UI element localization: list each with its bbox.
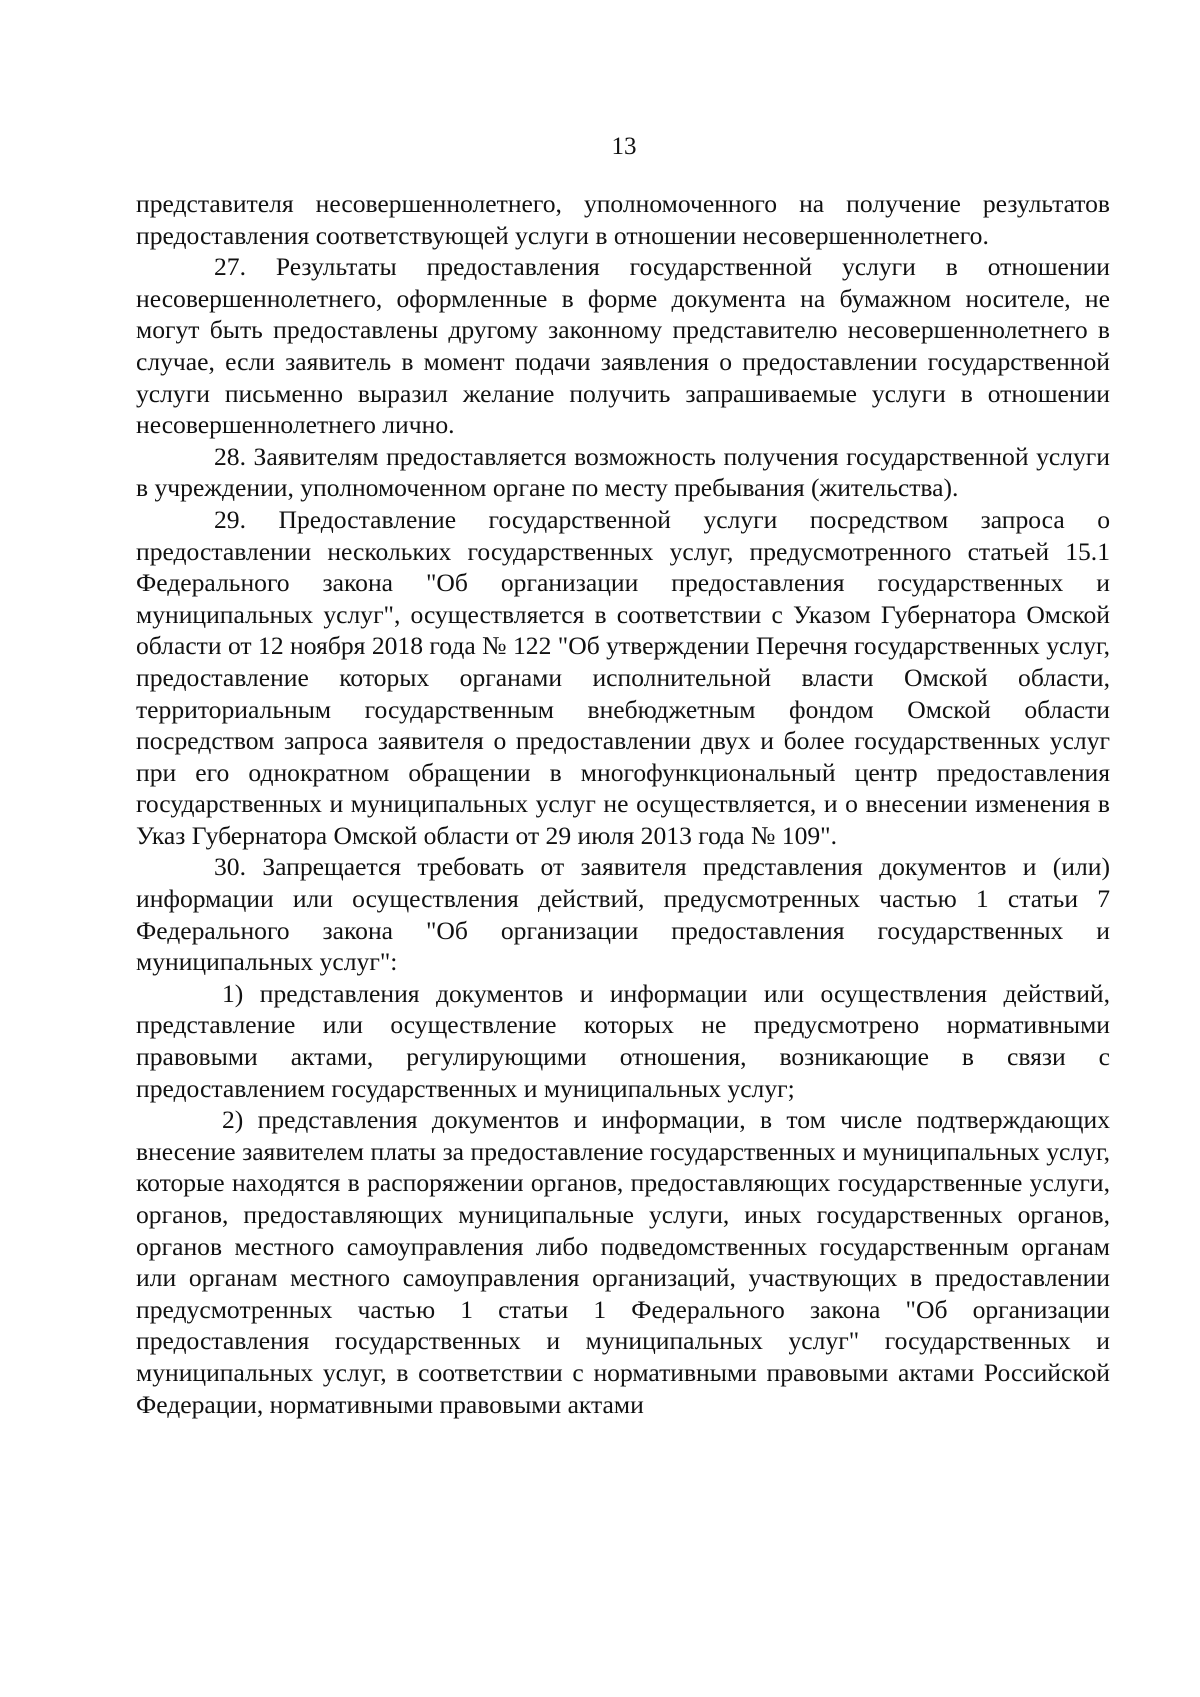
paragraph-29: 29. Предоставление государственной услуги посредством запроса о предоставлении нескольких государственных услуг, предусмотренного статьей 15.1 Федерального закона "Об организации предоставления государственных и муниципальных услуг", осуществляется в соответствии с Указом Губернатора Омской области от 12 ноября 2018 года № 122 "Об утверждении Перечня государственных услуг, предоставление которых органами исполнительной власти Омской области, территориальным государственным внебюджетным фондом Омской области посредством запроса заявителя о предоставлении двух и более государственных услуг при его однократном обращении в многофункциональный центр предоставления государственных и муниципальных услуг не осуществляется, и о внесении изменения в Указ Губернатора Омской области от 29 июля 2013 года № 109". [136, 504, 1110, 850]
paragraph-28: 28. Заявителям предоставляется возможность получения государственной услуги в учреждении, уполномоченном органе по месту пребывания (жительства). [136, 441, 1110, 503]
paragraph-30: 30. Запрещается требовать от заявителя представления документов и (или) информации или осуществления действий, предусмотренных частью 1 статьи 7 Федерального закона "Об организации предоставления государственных и муниципальных услуг": [136, 852, 1110, 977]
page-number: 13 [611, 133, 637, 160]
document-body [136, 188, 1110, 1420]
paragraph-30-item-2: 2) представления документов и информации, в том числе подтверждающих внесение заявителем платы за предоставление государственных и муниципальных услуг, которые находятся в распоряжении органов, предоставляющих государственные услуги, органов, предоставляющих муниципальные услуги, иных государственных органов, органов местного самоуправления либо подведомственных государственным органам или органам местного самоуправления организаций, участвующих в предоставлении предусмотренных частью 1 статьи 1 Федерального закона "Об организации предоставления государственных и муниципальных услуг" государственных и муниципальных услуг, в соответствии с нормативными правовыми актами Российской Федерации, нормативными правовыми актами [136, 1105, 1110, 1419]
paragraph-continuation: представителя несовершеннолетнего, уполномоченного на получение результатов предоставления соответствующей услуги в отношении несовершеннолетнего. [136, 189, 1110, 250]
paragraph-30-item-1: 1) представления документов и информации или осуществления действий, представление или осуществление которых не предусмотрено нормативными правовыми актами, регулирующими отношения, возникающие в связи с предоставлением государственных и муниципальных услуг; [136, 978, 1110, 1103]
paragraph-27: 27. Результаты предоставления государственной услуги в отношении несовершеннолетнего, оформленные в форме документа на бумажном носителе, не могут быть предоставлены другому законному представителю несовершеннолетнего в случае, если заявитель в момент подачи заявления о предоставлении государственной услуги письменно выразил желание получить запрашиваемые услуги в отношении несовершеннолетнего лично. [136, 252, 1110, 440]
